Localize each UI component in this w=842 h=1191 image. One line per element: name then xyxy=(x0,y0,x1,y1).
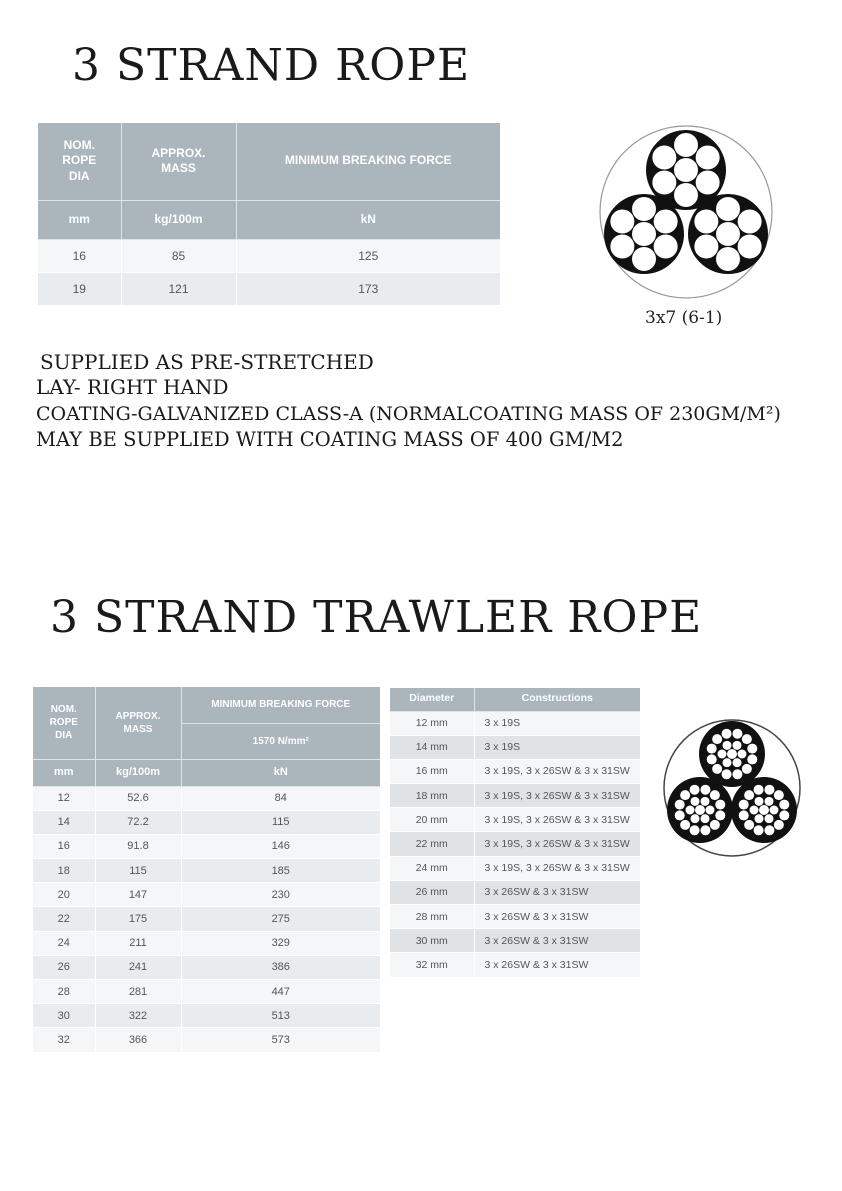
wire-circle xyxy=(690,785,700,795)
wire-circle xyxy=(764,825,774,835)
wire-circle xyxy=(779,800,789,810)
cell-dia: 24 xyxy=(33,931,95,955)
cell-mbf: 513 xyxy=(181,1004,380,1028)
cell-dia: 22 xyxy=(33,907,95,931)
wire-circle xyxy=(718,750,727,759)
cell-dia: 28 xyxy=(33,980,95,1004)
cell-diameter: 30 mm xyxy=(390,929,474,953)
cell-mbf: 329 xyxy=(181,931,380,955)
table-row xyxy=(390,808,640,832)
table-row xyxy=(33,834,380,858)
cell-construction: 3 x 26SW & 3 x 31SW xyxy=(474,880,640,904)
wire-circle xyxy=(742,734,752,744)
table-row xyxy=(33,786,380,810)
table-row xyxy=(390,929,640,953)
table-row xyxy=(390,759,640,783)
cell-dia: 20 xyxy=(33,883,95,907)
wire-circle xyxy=(674,158,698,182)
wire-circle xyxy=(610,235,634,259)
wire-circle xyxy=(744,820,754,830)
wire-circle xyxy=(696,146,720,170)
wire-circle xyxy=(738,750,747,759)
cell-mbf: 146 xyxy=(181,834,380,858)
header-diameter: Diameter xyxy=(390,688,474,711)
cell-mass: 175 xyxy=(95,907,181,931)
wire-circle xyxy=(674,183,698,207)
wire-circle xyxy=(610,210,634,234)
wire-circle xyxy=(706,806,715,815)
trawler-rope-cross-section xyxy=(662,718,802,858)
note-line: COATING-GALVANIZED CLASS-A (NORMALCOATING MASS OF 230GM/M²) xyxy=(36,403,781,425)
wire-circle xyxy=(716,197,740,221)
table-row xyxy=(390,735,640,759)
note-line: SUPPLIED AS PRE-STRETCHED xyxy=(40,350,374,374)
wire-circle xyxy=(710,820,720,830)
header-mass: APPROX. MASS xyxy=(95,687,181,759)
cell-mass: 91.8 xyxy=(95,834,181,858)
table-row xyxy=(33,1028,380,1052)
rope-spec-table xyxy=(38,123,500,306)
cell-construction: 3 x 26SW & 3 x 31SW xyxy=(474,953,640,977)
cell-dia: 16 xyxy=(33,834,95,858)
wire-circle xyxy=(738,235,762,259)
cell-mbf: 447 xyxy=(181,980,380,1004)
wire-circle xyxy=(765,814,774,823)
cell-dia: 19 xyxy=(38,272,121,305)
cell-diameter: 28 mm xyxy=(390,905,474,929)
wire-circle xyxy=(747,754,757,764)
notes-block xyxy=(36,350,781,451)
wire-circle xyxy=(707,744,717,754)
wire-circle xyxy=(774,790,784,800)
constructions-table xyxy=(390,688,640,978)
wire-circle xyxy=(716,247,740,271)
cell-mass: 121 xyxy=(121,272,236,305)
wire-circle xyxy=(733,758,742,767)
cell-mass: 366 xyxy=(95,1028,181,1052)
wire-circle xyxy=(652,146,676,170)
wire-circle xyxy=(765,797,774,806)
table-row xyxy=(390,784,640,808)
cell-diameter: 16 mm xyxy=(390,759,474,783)
wire-circle xyxy=(680,790,690,800)
cell-mbf: 84 xyxy=(181,786,380,810)
wire-circle xyxy=(654,235,678,259)
rope-3x7-cross-section xyxy=(598,124,774,300)
wire-circle xyxy=(722,729,732,739)
cell-diameter: 26 mm xyxy=(390,880,474,904)
cell-mass: 211 xyxy=(95,931,181,955)
subheader-grade: 1570 N/mm² xyxy=(181,723,380,759)
header-mass: APPROX. MASS xyxy=(121,123,236,200)
cell-dia: 26 xyxy=(33,955,95,979)
wire-circle xyxy=(680,820,690,830)
table-row xyxy=(33,907,380,931)
wire-circle xyxy=(632,197,656,221)
table-row xyxy=(390,711,640,735)
wire-circle xyxy=(691,797,700,806)
cell-construction: 3 x 19S, 3 x 26SW & 3 x 31SW xyxy=(474,832,640,856)
wire-circle xyxy=(675,800,685,810)
wire-circle xyxy=(732,769,742,779)
wire-circle xyxy=(739,800,749,810)
wire-circle xyxy=(779,810,789,820)
table-row xyxy=(33,931,380,955)
wire-circle xyxy=(755,814,764,823)
cell-mass: 241 xyxy=(95,955,181,979)
table-row xyxy=(33,955,380,979)
wire-circle xyxy=(712,734,722,744)
wire-circle xyxy=(710,790,720,800)
unit-mass: kg/100m xyxy=(121,200,236,239)
cell-mbf: 115 xyxy=(181,810,380,834)
cell-mbf: 125 xyxy=(236,239,500,272)
cell-mass: 52.6 xyxy=(95,786,181,810)
cell-mbf: 185 xyxy=(181,859,380,883)
cell-mass: 115 xyxy=(95,859,181,883)
cell-mbf: 173 xyxy=(236,272,500,305)
unit-mbf: kN xyxy=(236,200,500,239)
cell-diameter: 32 mm xyxy=(390,953,474,977)
wire-circle xyxy=(722,769,732,779)
unit-mass: kg/100m xyxy=(95,759,181,786)
table-row xyxy=(390,905,640,929)
wire-circle xyxy=(695,805,705,815)
cell-mass: 72.2 xyxy=(95,810,181,834)
wire-circle xyxy=(632,222,656,246)
cell-diameter: 14 mm xyxy=(390,735,474,759)
cell-construction: 3 x 19S, 3 x 26SW & 3 x 31SW xyxy=(474,784,640,808)
wire-circle xyxy=(700,785,710,795)
cell-diameter: 22 mm xyxy=(390,832,474,856)
table-row xyxy=(33,810,380,834)
cell-diameter: 18 mm xyxy=(390,784,474,808)
unit-mbf: kN xyxy=(181,759,380,786)
wire-circle xyxy=(632,247,656,271)
section1-title: 3 STRAND ROPE xyxy=(72,40,471,91)
cell-mbf: 230 xyxy=(181,883,380,907)
table-row xyxy=(33,859,380,883)
wire-circle xyxy=(700,825,710,835)
header-constructions: Constructions xyxy=(474,688,640,711)
wire-circle xyxy=(691,814,700,823)
wire-circle xyxy=(707,754,717,764)
wire-circle xyxy=(774,820,784,830)
cell-dia: 14 xyxy=(33,810,95,834)
wire-circle xyxy=(701,814,710,823)
trawler-spec-table xyxy=(33,687,380,1053)
wire-circle xyxy=(701,797,710,806)
wire-circle xyxy=(764,785,774,795)
wire-circle xyxy=(754,825,764,835)
table-row xyxy=(390,953,640,977)
note-line: LAY- RIGHT HAND xyxy=(36,375,229,399)
cell-construction: 3 x 19S, 3 x 26SW & 3 x 31SW xyxy=(474,808,640,832)
table-row xyxy=(390,832,640,856)
wire-circle xyxy=(712,764,722,774)
cell-mbf: 386 xyxy=(181,955,380,979)
header-mbf: MINIMUM BREAKING FORCE xyxy=(236,123,500,200)
diagram-caption: 3x7 (6-1) xyxy=(645,308,723,328)
cell-dia: 12 xyxy=(33,786,95,810)
cell-dia: 30 xyxy=(33,1004,95,1028)
cell-construction: 3 x 26SW & 3 x 31SW xyxy=(474,929,640,953)
wire-circle xyxy=(759,805,769,815)
cell-construction: 3 x 26SW & 3 x 31SW xyxy=(474,905,640,929)
unit-dia: mm xyxy=(33,759,95,786)
table-row xyxy=(390,880,640,904)
wire-circle xyxy=(694,210,718,234)
cell-mbf: 573 xyxy=(181,1028,380,1052)
wire-circle xyxy=(750,806,759,815)
table-row xyxy=(33,980,380,1004)
wire-circle xyxy=(675,810,685,820)
cell-construction: 3 x 19S, 3 x 26SW & 3 x 31SW xyxy=(474,759,640,783)
wire-circle xyxy=(733,741,742,750)
wire-circle xyxy=(715,810,725,820)
header-dia: NOM. ROPE DIA xyxy=(38,123,121,200)
cell-mass: 147 xyxy=(95,883,181,907)
wire-circle xyxy=(674,133,698,157)
cell-dia: 32 xyxy=(33,1028,95,1052)
unit-dia: mm xyxy=(38,200,121,239)
cell-diameter: 20 mm xyxy=(390,808,474,832)
table-row xyxy=(390,856,640,880)
wire-circle xyxy=(738,210,762,234)
cell-mass: 322 xyxy=(95,1004,181,1028)
wire-circle xyxy=(754,785,764,795)
wire-circle xyxy=(744,790,754,800)
wire-circle xyxy=(723,741,732,750)
cell-dia: 16 xyxy=(38,239,121,272)
wire-circle xyxy=(694,235,718,259)
wire-circle xyxy=(742,764,752,774)
wire-circle xyxy=(686,806,695,815)
wire-circle xyxy=(716,222,740,246)
wire-circle xyxy=(727,749,737,759)
wire-circle xyxy=(732,729,742,739)
table-row xyxy=(33,883,380,907)
wire-circle xyxy=(654,210,678,234)
cell-construction: 3 x 19S xyxy=(474,711,640,735)
wire-circle xyxy=(715,800,725,810)
cell-construction: 3 x 19S, 3 x 26SW & 3 x 31SW xyxy=(474,856,640,880)
section2-title: 3 STRAND TRAWLER ROPE xyxy=(50,592,703,643)
wire-circle xyxy=(755,797,764,806)
cell-mass: 281 xyxy=(95,980,181,1004)
note-line: MAY BE SUPPLIED WITH COATING MASS OF 400 GM/M2 xyxy=(36,428,624,451)
wire-circle xyxy=(652,171,676,195)
table-row xyxy=(33,1004,380,1028)
cell-diameter: 24 mm xyxy=(390,856,474,880)
wire-circle xyxy=(690,825,700,835)
header-mbf: MINIMUM BREAKING FORCE xyxy=(181,687,380,723)
table-row xyxy=(38,272,500,305)
cell-construction: 3 x 19S xyxy=(474,735,640,759)
wire-circle xyxy=(723,758,732,767)
wire-circle xyxy=(770,806,779,815)
wire-circle xyxy=(747,744,757,754)
wire-circle xyxy=(739,810,749,820)
cell-dia: 18 xyxy=(33,859,95,883)
table-row xyxy=(38,239,500,272)
cell-mbf: 275 xyxy=(181,907,380,931)
header-dia: NOM. ROPE DIA xyxy=(33,687,95,759)
cell-mass: 85 xyxy=(121,239,236,272)
cell-diameter: 12 mm xyxy=(390,711,474,735)
wire-circle xyxy=(696,171,720,195)
